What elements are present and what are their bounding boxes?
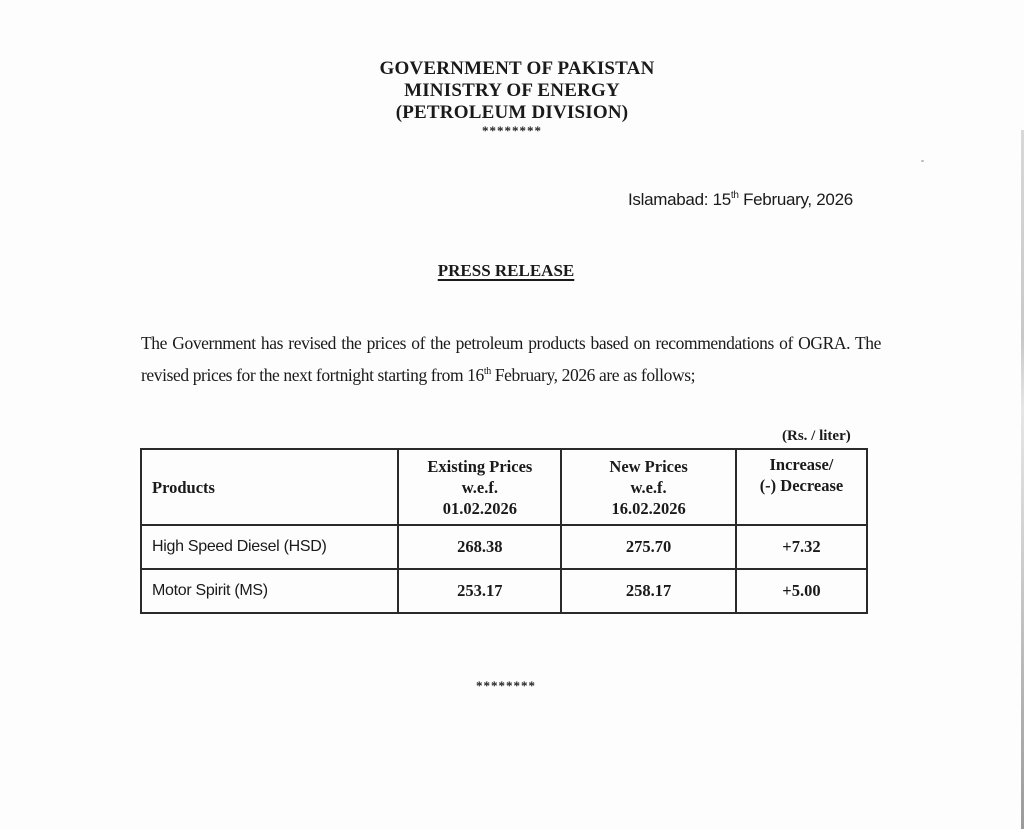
product-name: Motor Spirit (MS)	[141, 569, 398, 613]
dateline	[628, 190, 853, 210]
header-change-l1: Increase/	[769, 455, 834, 474]
scan-speck	[921, 160, 924, 162]
new-price: 258.17	[561, 569, 736, 613]
letterhead-division: (PETROLEUM DIVISION)	[395, 102, 629, 123]
dateline-place: Islamabad: 15	[628, 190, 731, 209]
body-suffix: th	[483, 366, 491, 377]
body-paragraph	[141, 327, 881, 391]
body-part-2: February, 2026 are as follows;	[490, 365, 696, 385]
price-change: +5.00	[736, 569, 867, 613]
table-header-row	[141, 449, 867, 525]
header-existing-l1: Existing Prices	[427, 456, 533, 476]
letterhead	[0, 58, 1024, 138]
table-row	[141, 525, 867, 569]
table-unit-label: (Rs. / liter)	[782, 428, 851, 444]
header-products: Products	[141, 449, 398, 525]
dateline-suffix: th	[730, 190, 739, 201]
product-name: High Speed Diesel (HSD)	[141, 525, 398, 569]
body-part-1: The Government has revised the prices of the petroleum products based on recommendations of OGRA. The revised prices for the next fortnight starting from 16	[141, 333, 881, 385]
existing-price: 268.38	[398, 525, 561, 569]
price-table	[140, 448, 868, 614]
header-existing-l3: 01.02.2026	[442, 498, 517, 518]
letterhead-ministry: MINISTRY OF ENERGY	[404, 80, 620, 101]
header-new-l3: 16.02.2026	[611, 498, 686, 518]
dateline-rest: February, 2026	[738, 190, 853, 209]
header-change-l2: (-) Decrease	[759, 476, 844, 495]
header-new-l1: New Prices	[609, 456, 688, 476]
header-change	[736, 449, 867, 525]
existing-price: 253.17	[398, 569, 561, 613]
letterhead-government: GOVERNMENT OF PAKISTAN	[379, 58, 655, 79]
header-existing-l2: w.e.f.	[461, 477, 498, 497]
letterhead-separator: ********	[482, 123, 542, 138]
document-title: PRESS RELEASE	[437, 261, 575, 280]
header-new-prices	[561, 449, 736, 525]
header-new-l2: w.e.f.	[630, 477, 667, 497]
footer-separator: ********	[476, 678, 536, 693]
price-change: +7.32	[736, 525, 867, 569]
table-row	[141, 569, 867, 613]
header-existing-prices	[398, 449, 561, 525]
new-price: 275.70	[561, 525, 736, 569]
